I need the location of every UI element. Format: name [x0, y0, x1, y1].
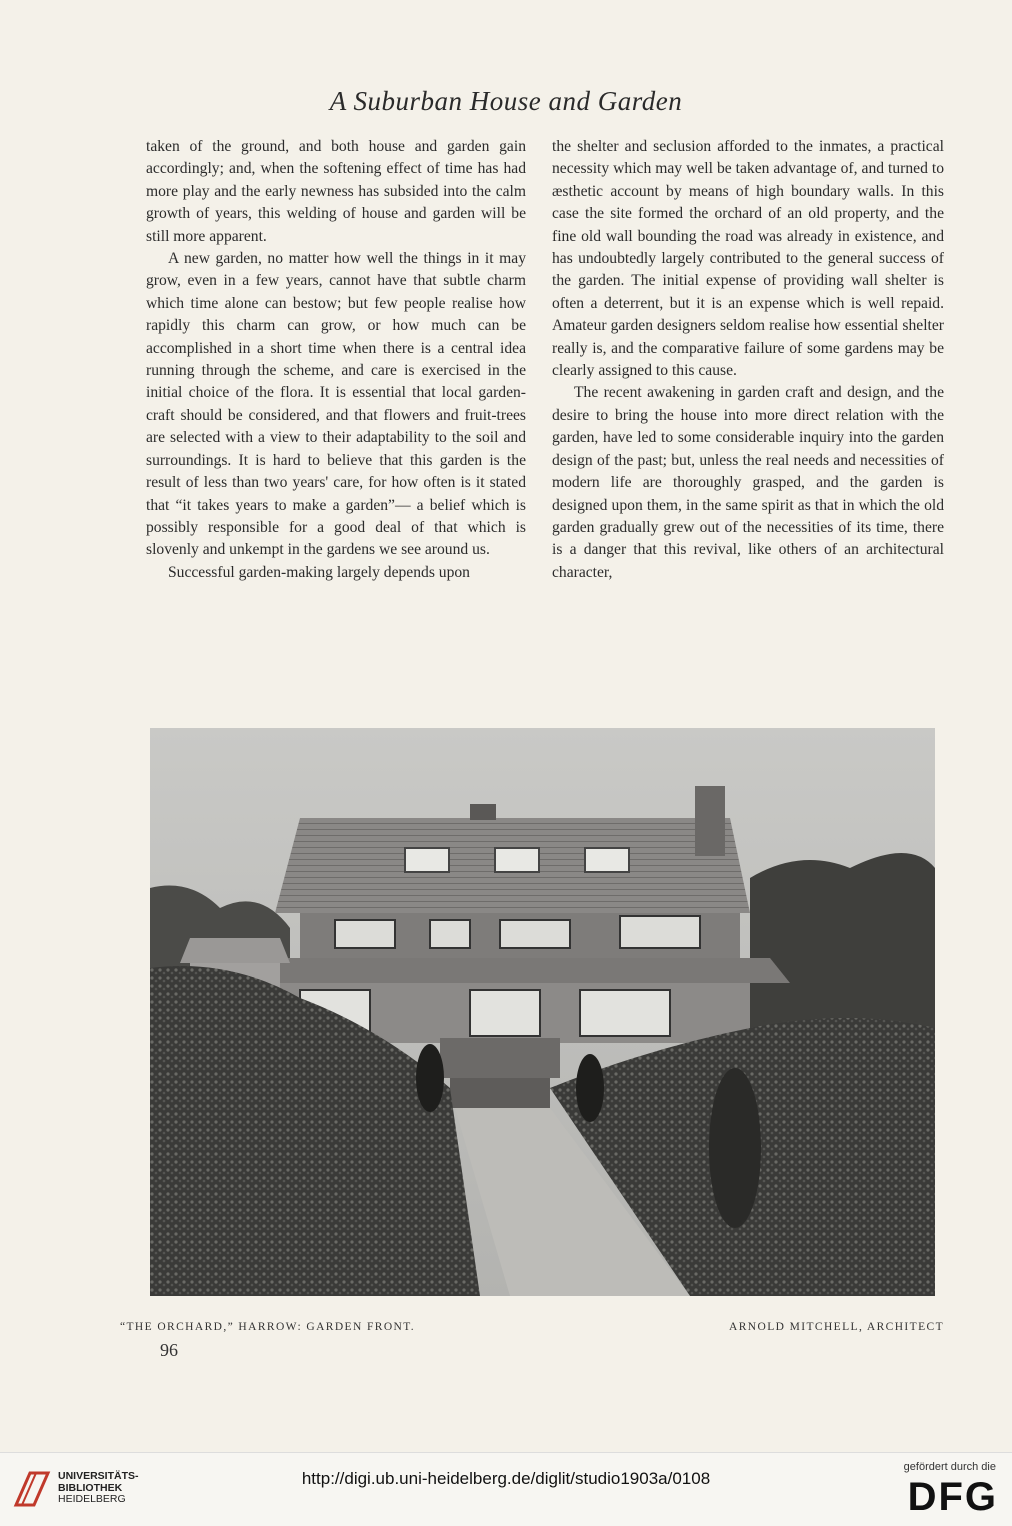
right-column: [552, 136, 944, 584]
paragraph: the shelter and seclusion afforded to the inmates, a practical necessity which may well be taken advantage of, and turned to æsthetic account by means of high boundary walls. In this case the site formed the orchard of an old property, and the fine old wall bounding the road was already in existence, and has undoubtedly largely contributed to the general success of the garden. The initial expense of providing wall shelter is often a deterrent, but it is an expense which is well repaid. Amateur garden designers seldom realise how essential shelter really is, and the comparative failure of some gardens may be clearly assigned to this cause.: [552, 138, 944, 380]
figure-credit: ARNOLD MITCHELL, ARCHITECT: [729, 1321, 944, 1333]
viewer-footer: [0, 1452, 1012, 1526]
library-name: UNIVERSITÄTS- BIBLIOTHEK HEIDELBERG: [58, 1470, 139, 1505]
house-photograph: [150, 728, 935, 1296]
running-title: A Suburban House and Garden: [329, 86, 683, 116]
paragraph: The recent awakening in garden craft and design, and the desire to bring the house into more direct relation with the garden, have led to some considerable inquiry into the garden design of the past; but, unless the real needs and necessities of modern life are thoroughly grasped, and the garden is designed upon them, in the same spirit as that in which the old garden gradually grew out of the necessities of its time, there is a danger that this revival, like others of an architectural character,: [552, 384, 944, 581]
dfg-logo: DFG: [907, 1475, 998, 1519]
left-column: [146, 136, 526, 584]
page-number: 96: [160, 1340, 178, 1360]
paragraph: Successful garden-making largely depends upon: [168, 563, 470, 581]
paragraph: taken of the ground, and both house and garden gain accordingly; and, when the softening effect of time has had more play and the early newness has subsided into the calm growth of years, this welding of house and garden will be still more apparent.: [146, 138, 526, 245]
permalink-url[interactable]: http://digi.ub.uni-heidelberg.de/diglit/studio1903a/0108: [301, 1469, 711, 1488]
figure-caption: “THE ORCHARD,” HARROW: GARDEN FRONT.: [120, 1321, 416, 1333]
paragraph: A new garden, no matter how well the things in it may grow, even in a few years, cannot have that subtle charm which time alone can bestow; but few people realise how rapidly this charm can grow, or how much can be accomplished in a short time when there is a central idea running through the scheme, and care is exercised in the initial choice of the flora. It is essential that local garden-craft should be considered, and that flowers and fruit-trees are selected with a view to their adaptability to the soil and surroundings. It is hard to believe that this garden is the result of less than two years' care, for how often is it stated that “it takes years to make a garden”— a belief which is possibly responsible for a good deal of that which is slovenly and unkempt in the gardens we see around us.: [146, 250, 526, 559]
funding-note: gefördert durch die: [903, 1461, 996, 1473]
